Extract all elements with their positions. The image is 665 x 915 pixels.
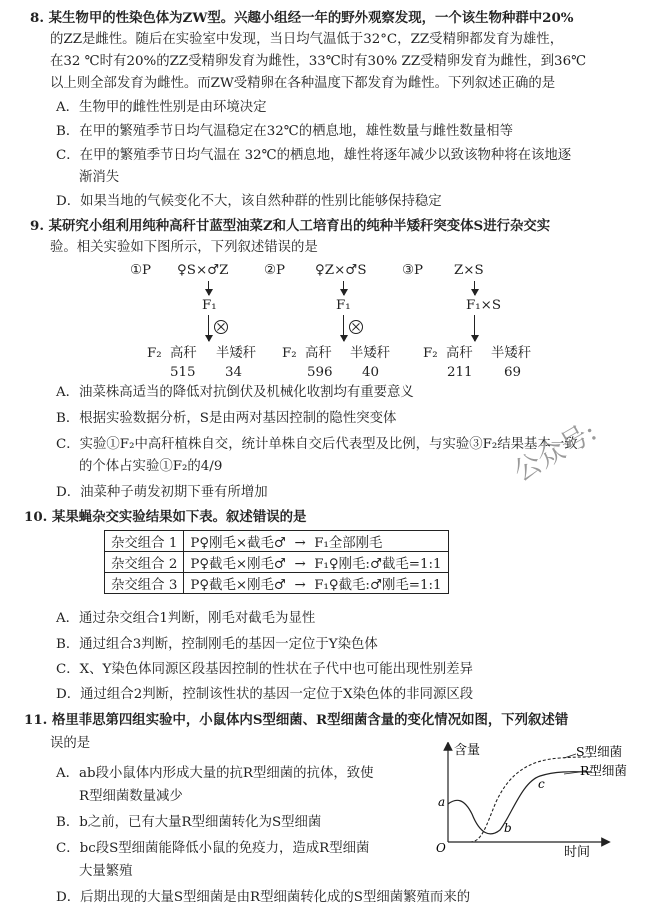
- q9-option-b[interactable]: B．根据实验数据分析，S是由两对基因控制的隐性突变体: [56, 411, 397, 426]
- cross2-semi-count: 40: [362, 365, 380, 380]
- cross1-tall-count: 515: [170, 365, 196, 380]
- q9-stem-line-1: 9. 某研究小组利用纯种高秆甘蓝型油菜Z和人工培育出的纯种半矮秆突变体S进行杂交实: [30, 218, 551, 234]
- cross3-p-label: ③P: [402, 263, 424, 278]
- q8-stem-line-3: 在32 ℃时有20%的ZZ受精卵发育为雌性，33℃时有30% ZZ受精卵发育为雌性，到36℃: [50, 54, 587, 69]
- group-cell: 杂交组合 3: [105, 573, 184, 594]
- cross3-f1-x-s: F₁×S: [466, 298, 502, 313]
- cross2-tall-count: 596: [307, 365, 333, 380]
- q9-option-d[interactable]: D．油菜种子萌发初期下垂有所增加: [56, 485, 268, 500]
- q11-stem-line-2: 误的是: [50, 736, 91, 751]
- q8-stem-line-4: 以上则全部发育为雌性。而ZW受精卵在各种温度下都发育为雌性。下列叙述正确的是: [50, 76, 556, 91]
- s-bacteria-curve: [470, 757, 590, 842]
- cross1-parents: ♀S×♂Z: [177, 263, 229, 278]
- q8-option-d[interactable]: D．如果当地的气候变化不大，该自然种群的性别比能够保持稳定: [56, 194, 442, 209]
- q8-option-b[interactable]: B．在甲的繁殖季节日均气温稳定在32℃的栖息地，雄性数量与雌性数量相等: [56, 124, 513, 139]
- q11-option-b[interactable]: B．b之前，已有大量R型细菌转化为S型细菌: [56, 815, 322, 830]
- cross3-semi-label: 半矮秆: [491, 346, 532, 361]
- cross3-tall-count: 211: [447, 365, 473, 380]
- q9-option-c[interactable]: C．实验①F₂中高秆植株自交，统计单株自交后代表型及比例，与实验③F₂结果基本一致: [56, 437, 578, 452]
- cross-cell: P♀截毛×刚毛♂ → F₁♀截毛:♂刚毛=1:1: [184, 573, 448, 594]
- cross1-semi-label: 半矮秆: [216, 346, 257, 361]
- q9-option-a[interactable]: A．油菜株高适当的降低对抗倒伏及机械化收割均有重要意义: [56, 385, 414, 400]
- cross3-f2-label: F₂: [423, 346, 438, 361]
- point-c-label: c: [538, 777, 545, 791]
- q8-stem-line-1: 8. 某生物甲的性染色体为ZW型。兴趣小组经一年的野外观察发现，一个该生物种群中20%: [30, 10, 574, 26]
- cross3-tall-label: 高秆: [446, 346, 473, 361]
- selfing-symbol-icon: [349, 320, 363, 334]
- q11-option-c[interactable]: C．bc段S型细菌能降低小鼠的免疫力，造成R型细菌: [56, 841, 370, 856]
- cross2-p-label: ②P: [264, 263, 286, 278]
- cross1-f2-label: F₂: [147, 346, 162, 361]
- point-a-label: a: [438, 795, 446, 809]
- q11-option-a-cont: R型细菌数量减少: [79, 789, 183, 804]
- group-cell: 杂交组合 1: [105, 531, 184, 552]
- q11-option-d[interactable]: D．后期出现的大量S型细菌是由R型细菌转化成的S型细菌繁殖而来的: [56, 890, 471, 905]
- group-cell: 杂交组合 2: [105, 552, 184, 573]
- q11-option-a[interactable]: A．ab段小鼠体内形成大量的抗R型细菌的抗体，致使: [56, 766, 374, 781]
- q10-option-d[interactable]: D．通过组合2判断，控制该性状的基因一定位于X染色体的非同源区段: [56, 687, 474, 702]
- y-axis-label: 含量: [454, 743, 481, 758]
- arrow-down-icon: [208, 315, 209, 341]
- cross1-tall-label: 高秆: [170, 346, 197, 361]
- arrow-down-icon: [474, 281, 475, 295]
- q8-option-c[interactable]: C．在甲的繁殖季节日均气温在 32℃的栖息地，雄性将逐年减少以致该物种将在该地逐: [56, 148, 572, 163]
- table-row: [105, 552, 449, 573]
- cross2-parents: ♀Z×♂S: [315, 263, 367, 278]
- r-bacteria-label: R型细菌: [580, 763, 627, 778]
- arrow-down-icon: [343, 281, 344, 295]
- cross1-f1: F₁: [202, 298, 217, 313]
- table-row: [105, 531, 449, 552]
- cross2-f2-label: F₂: [282, 346, 297, 361]
- cross2-tall-label: 高秆: [305, 346, 332, 361]
- origin-label: O: [436, 841, 446, 855]
- cross-results-table: [104, 530, 449, 594]
- q10-option-b[interactable]: B．通过组合3判断，控制刚毛的基因一定位于Y染色体: [56, 637, 378, 652]
- selfing-symbol-icon: [214, 320, 228, 334]
- cross1-p-label: ①P: [130, 263, 152, 278]
- q11-stem-line-1: 11. 格里菲思第四组实验中，小鼠体内S型细菌、R型细菌含量的变化情况如图，下列叙述错: [24, 712, 569, 728]
- bacteria-graph: [430, 742, 645, 860]
- q11-option-c-cont: 大量繁殖: [79, 864, 133, 879]
- q8-option-c-cont: 渐消失: [79, 170, 120, 185]
- cross3-parents: Z×S: [454, 263, 484, 278]
- q10-stem: 10. 某果蝇杂交实验结果如下表。叙述错误的是: [24, 509, 307, 525]
- r-bacteria-curve: [448, 772, 592, 834]
- cross-cell: P♀截毛×刚毛♂ → F₁♀刚毛:♂截毛=1:1: [184, 552, 448, 573]
- table-row: [105, 573, 449, 594]
- arrow-down-icon: [474, 315, 475, 341]
- q8-stem-line-2: 的ZZ是雌性。随后在实验室中发现，当日均气温低于32°C，ZZ受精卵都发育为雄性，: [50, 32, 564, 47]
- point-b-label: b: [504, 821, 512, 835]
- x-axis-label: 时间: [564, 845, 591, 860]
- cross3-semi-count: 69: [504, 365, 522, 380]
- q9-stem-line-2: 验。相关实验如下图所示，下列叙述错误的是: [50, 240, 318, 255]
- q8-option-a[interactable]: A．生物甲的雌性性别是由环境决定: [56, 100, 267, 115]
- cross1-semi-count: 34: [225, 365, 243, 380]
- arrow-down-icon: [343, 315, 344, 341]
- q10-option-a[interactable]: A．通过杂交组合1判断，刚毛对截毛为显性: [56, 611, 316, 626]
- q9-option-c-cont: 的个体占实验①F₂的4/9: [79, 459, 223, 474]
- cross2-f1: F₁: [336, 298, 351, 313]
- arrow-down-icon: [208, 281, 209, 295]
- q10-option-c[interactable]: C．X、Y染色体同源区段基因控制的性状在子代中也可能出现性别差异: [56, 662, 473, 677]
- cross-cell: P♀刚毛×截毛♂ → F₁全部刚毛: [184, 531, 448, 552]
- watermark: 公众号:: [508, 416, 603, 488]
- s-bacteria-label: S型细菌: [576, 744, 623, 759]
- cross2-semi-label: 半矮秆: [350, 346, 391, 361]
